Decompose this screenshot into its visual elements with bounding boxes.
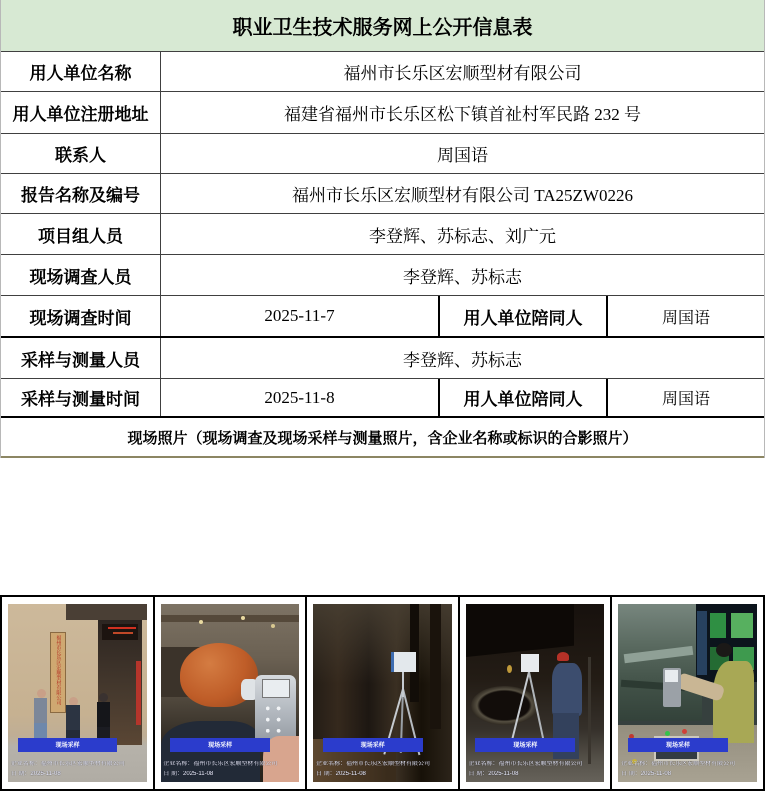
meter-keypad [260,702,290,734]
company-sign-text: 福州市长乐区宏顺型材有限公司 [55,635,61,706]
meter-screen [262,679,290,699]
monitor-feed [710,613,727,638]
entrance-awning [66,604,146,620]
photo-company-line: 企业名称：福州市长乐区宏顺型材有限公司 [621,761,736,767]
photo-tripod-sampler [313,604,452,782]
photo-date-line: 日 期：2025-11-08 [621,771,672,777]
page-title: 职业卫生技术服务网上公开信息表 [1,0,764,52]
photos-section-header: 现场照片（现场调查及现场采样与测量照片，含企业名称或标识的合影照片） [1,418,764,458]
row-label: 采样与测量人员 [1,338,161,378]
photo-company-line: 企业名称：福州市长乐区宏顺型材有限公司 [468,761,583,767]
companion-name: 周国语 [661,391,710,408]
person-head [69,697,78,706]
row-value: 李登辉、苏标志、刘广元 [369,226,556,246]
row-label: 用人单位名称 [1,52,161,91]
photo-company-line: 企业名称：福州市长乐区宏顺型材有限公司 [315,761,430,767]
photo-company-line: 企业名称：福州市长乐区宏顺型材有限公司 [163,761,278,767]
companion-name: 周国语 [661,309,710,327]
row-value: 李登辉、苏标志 [403,267,522,287]
row-value: 福州市长乐区宏顺型材有限公司 [343,64,582,83]
photo-caption-banner: 现场采样 [628,738,728,752]
photo-cell [155,597,308,789]
row-project-team [1,214,764,255]
photo-cell [460,597,613,789]
red-hard-hat [557,652,569,661]
tripod-post [402,672,404,697]
person-body [34,698,47,724]
row-sampling-staff [1,338,764,379]
ceiling-beam [161,615,300,622]
row-contact-person [1,134,764,174]
pipe [430,604,441,729]
row-value: 李登辉、苏标志 [403,350,522,370]
sampling-date: 2025-11-8 [264,387,335,407]
worker-body [552,663,582,716]
person-body [66,705,80,731]
led-text-line [108,627,136,629]
company-vertical-sign [50,632,67,712]
ceiling-light [271,624,275,628]
dark-canopy [466,604,574,657]
furnace-pit [471,686,538,725]
row-label: 项目组人员 [1,214,161,254]
photo-worker-with-meter [161,604,300,782]
row-label: 用人单位注册地址 [1,92,161,133]
meter-screen [665,670,677,682]
companion-label: 用人单位陪同人 [438,379,608,416]
support-pole [588,657,591,764]
photo-group-at-entrance [8,604,147,782]
row-employer-address [1,92,764,134]
photo-caption-banner: 现场采样 [323,738,423,752]
person-head [37,689,46,698]
red-couplet [136,661,142,725]
photo-cell [307,597,460,789]
photo-caption-banner: 现场采样 [170,738,270,752]
photo-cell [2,597,155,789]
row-label: 联系人 [1,134,161,173]
photo-control-room [618,604,757,782]
photo-cell [612,597,765,789]
row-label: 报告名称及编号 [1,174,161,213]
photo-date-line: 日 期：2025-11-08 [315,771,366,777]
photo-company-line: 企业名称：福州市长乐区宏顺型材有限公司 [10,761,125,767]
photo-date-line: 日 期：2025-11-08 [468,771,519,777]
photo-worker-beside-sampler [466,604,605,782]
row-label: 现场调查人员 [1,255,161,295]
row-report-number [1,174,764,214]
row-survey-time [1,296,764,338]
photo-strip [0,595,765,791]
person-body [713,661,755,743]
worker-legs [553,713,579,759]
row-value: 福建省福州市长乐区松下镇首祉村军民路 232 号 [284,105,641,124]
row-value: 周国语 [437,146,488,165]
photo-date-line: 日 期：2025-11-08 [163,771,214,777]
monitor-feed [731,613,753,638]
person-body [97,702,110,728]
row-survey-staff [1,255,764,296]
row-sampling-time [1,379,764,418]
photo-date-line: 日 期：2025-11-08 [10,771,61,777]
row-employer-name [1,52,764,92]
row-label: 现场调查时间 [1,296,161,336]
ceiling-light [199,620,203,624]
row-label: 采样与测量时间 [1,379,161,416]
companion-label: 用人单位陪同人 [438,296,608,336]
monitor-sidebar [697,611,707,675]
crane-hook [507,665,512,673]
control-room-window [618,604,701,721]
photo-section [0,458,765,791]
sampler-instrument [521,654,539,672]
photo-caption-banner: 现场采样 [475,738,575,752]
survey-date: 2025-11-7 [264,306,335,325]
row-value: 福州市长乐区宏顺型材有限公司 TA25ZW0226 [292,186,633,205]
photo-caption-banner: 现场采样 [18,738,118,752]
sampler-instrument [391,652,416,672]
bottom-margin [0,791,765,799]
led-text-line [113,632,132,634]
